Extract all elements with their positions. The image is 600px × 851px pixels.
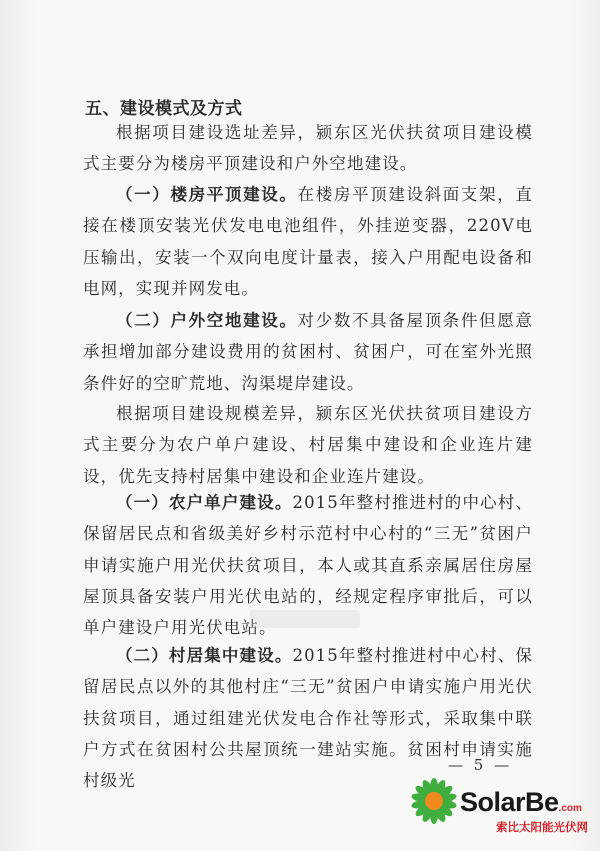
- paragraph-lead: （一）农户单户建设。: [116, 493, 293, 512]
- solarbe-logo[interactable]: [408, 775, 593, 845]
- logo-tagline: 索比太阳能光伏网: [496, 820, 588, 834]
- paragraph-lead: （二）户外空地建设。: [116, 311, 298, 330]
- page-number: — 5 —: [448, 756, 513, 774]
- sunflower-icon: [408, 775, 460, 827]
- paragraph: [83, 179, 533, 304]
- paragraph: [83, 117, 533, 180]
- logo-brand-name: SolarBe: [460, 787, 559, 817]
- paragraph-text: 在楼房平顶建设斜面支架，直接在楼顶安装光伏发电电池组件，外挂逆变器，220V电压输出，安装一个双向电度计量表，接入户用配电设备和电网，实现并网发电。: [83, 185, 533, 298]
- logo-flower-center: [425, 792, 443, 810]
- faint-stamp-mark: [250, 610, 360, 628]
- paragraph-text: 2015年整村推进村的中心村、保留居民点和省级美好乡村示范村中心村的“三无”贫困户申请实施户用光伏扶贫项目，本人或其直系亲属居住房屋屋顶具备安装户用光伏电站的，经规定程序审批后，可以单户建设户用光伏电站。: [83, 493, 533, 638]
- section-heading: 五、建设模式及方式: [85, 99, 243, 119]
- logo-domain-suffix: .com: [558, 803, 582, 814]
- paragraph-text: 根据项目建设选址差异，颍东区光伏扶贫项目建设模式主要分为楼房平顶建设和户外空地建设。: [83, 123, 533, 174]
- paragraph-lead: （二）村居集中建设。: [116, 646, 293, 665]
- paragraph: [83, 305, 533, 399]
- paragraph: [83, 398, 533, 492]
- paragraph-text: 2015年整村推进村中心村、保留居民点以外的其他村庄“三无”贫困户申请实施户用光伏扶贫项目，通过组建光伏发电合作社等形式，采取集中联户方式在贫困村公共屋顶统一建站实施。贫困村申请实施村级光: [83, 646, 533, 791]
- paragraph-text: 根据项目建设规模差异，颍东区光伏扶贫项目建设方式主要分为农户单户建设、村居集中建设和企业连片建设，优先支持村居集中建设和企业连片建设。: [83, 404, 533, 486]
- logo-brand: [460, 787, 582, 818]
- paragraph-text: 对少数不具备屋顶条件但愿意承担增加部分建设费用的贫困村、贫困户，可在室外光照条件好的空旷荒地、沟渠堤岸建设。: [83, 311, 533, 393]
- paragraph-lead: （一）楼房平顶建设。: [116, 185, 298, 204]
